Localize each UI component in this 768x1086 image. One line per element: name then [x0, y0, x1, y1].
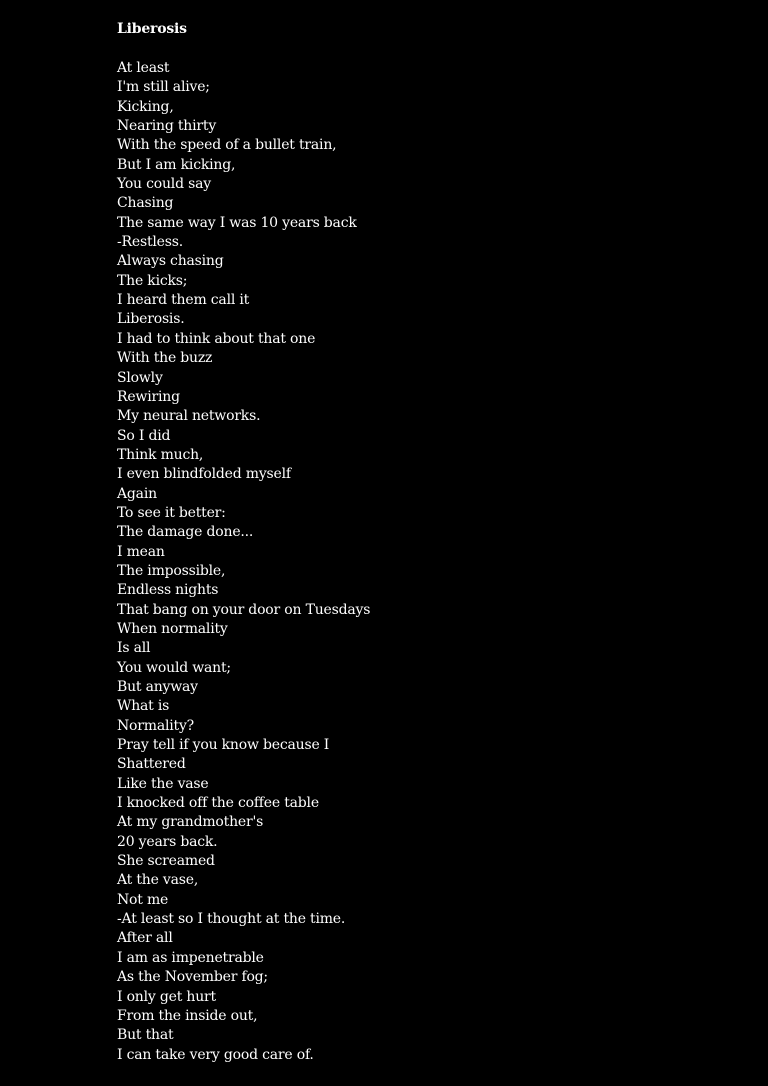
poem-line: I mean [117, 543, 165, 560]
poem-title: Liberosis [117, 21, 187, 37]
poem-line: I heard them call it [117, 292, 250, 309]
poem-line: Liberosis. [117, 311, 185, 328]
poem-line: But I am kicking, [117, 156, 236, 173]
poem-line: When normality [117, 620, 228, 637]
poem-line: Think much, [117, 446, 204, 463]
poem-line: I am as impenetrable [117, 949, 264, 966]
poem-line: With the speed of a bullet train, [117, 137, 337, 154]
poem-line: The impossible, [117, 562, 226, 579]
poem-line: She screamed [117, 853, 215, 870]
poem-line: You could say [117, 176, 211, 193]
poem-line: I only get hurt [117, 988, 216, 1005]
poem-line: At my grandmother's [117, 814, 264, 831]
poem-line: I'm still alive; [117, 79, 210, 96]
poem-line: Not me [117, 891, 169, 908]
poem-line: I knocked off the coffee table [117, 795, 319, 812]
poem-line: From the inside out, [117, 1007, 258, 1024]
poem-line: At least [117, 60, 170, 76]
poem-line: I even blindfolded myself [117, 466, 291, 483]
poem-line: I can take very good care of. [117, 1046, 314, 1063]
poem-line: 20 years back. [117, 833, 218, 850]
poem-line: At the vase, [117, 872, 199, 889]
poem-line: To see it better: [117, 504, 226, 521]
poem-line: But anyway [117, 679, 198, 695]
poem-line: The damage done... [117, 524, 254, 541]
poem-line: But that [117, 1027, 174, 1044]
poem-line: After all [117, 930, 173, 947]
poem-line: As the November fog; [117, 969, 268, 986]
poem-line: Kicking, [117, 98, 174, 115]
poem-line: Nearing thirty [117, 118, 217, 135]
poem-line: Normality? [117, 717, 194, 734]
poem-line: Like the vase [117, 775, 209, 792]
poem-line: Chasing [117, 195, 174, 212]
poem-line: The same way I was 10 years back [117, 214, 357, 231]
poem-line: -Restless. [117, 234, 183, 251]
poem-line: Shattered [117, 756, 186, 773]
poem-line: My neural networks. [117, 408, 261, 425]
poem-line: I had to think about that one [117, 330, 316, 347]
poem-page [117, 20, 737, 1065]
poem-line: Endless nights [117, 582, 219, 599]
poem-line: The kicks; [117, 272, 188, 289]
poem-body [117, 59, 737, 1065]
poem-line: Rewiring [117, 388, 180, 405]
poem-line: Again [117, 485, 157, 502]
poem-line: Is all [117, 640, 151, 657]
poem-line: With the buzz [117, 350, 213, 367]
poem-line: You would want; [117, 659, 231, 676]
poem-line: What is [117, 698, 170, 715]
poem-line: -At least so I thought at the time. [117, 911, 346, 928]
poem-line: Slowly [117, 369, 163, 386]
poem-line: Pray tell if you know because I [117, 737, 330, 754]
poem-line: Always chasing [117, 253, 224, 270]
poem-line: That bang on your door on Tuesdays [117, 601, 371, 618]
poem-line: So I did [117, 427, 171, 444]
